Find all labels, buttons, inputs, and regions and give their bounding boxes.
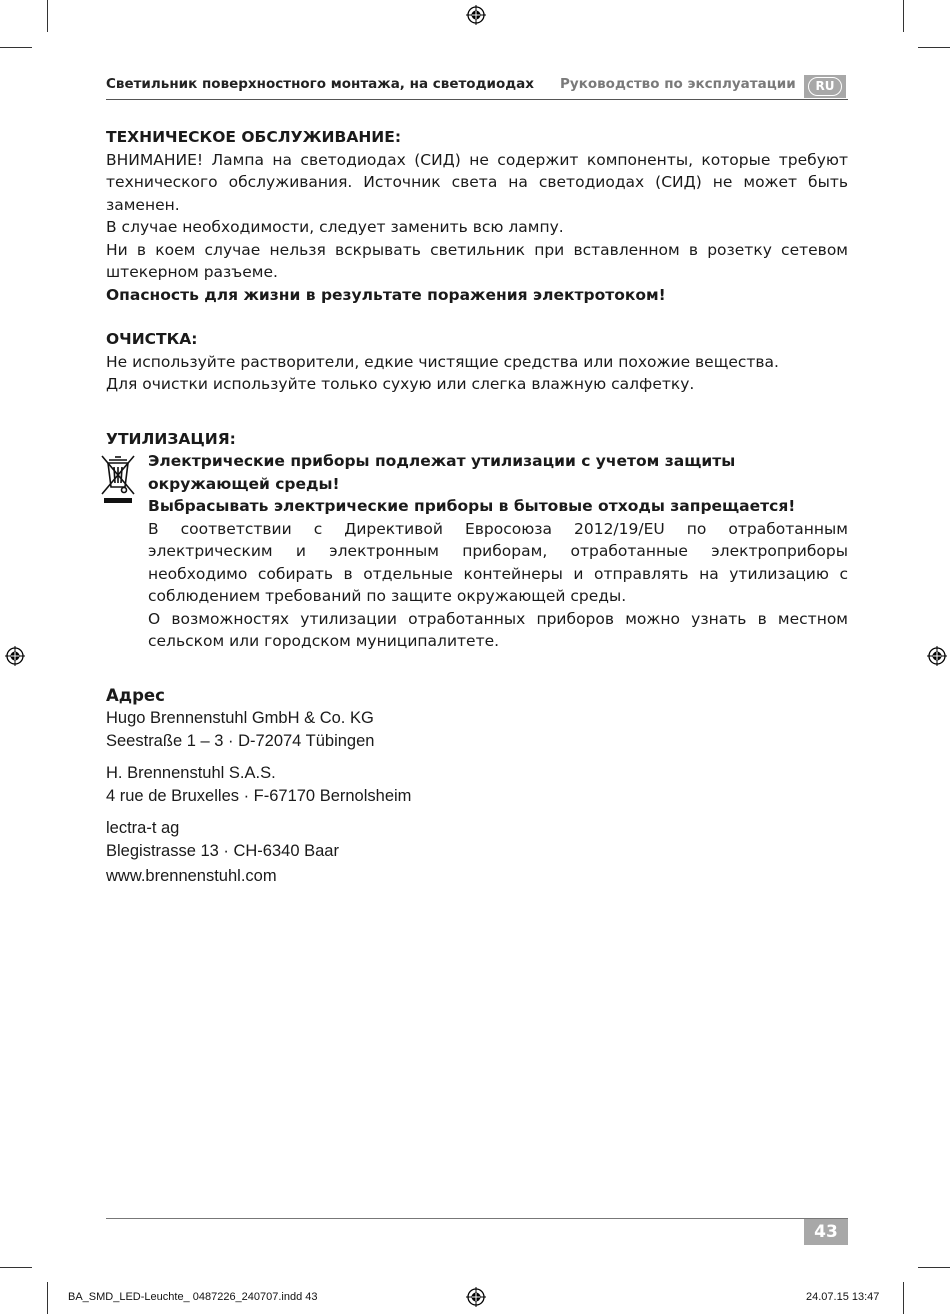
address-line: Blegistrasse 13 · CH-6340 Baar xyxy=(106,841,339,860)
disposal-paragraph: В соответствии с Директивой Евросоюза 2012/19/EU по отработанным электрическим и электронным приборам, отработанные электроприборы необходимо собирать в отдельные контейнеры и отправлять на утилизацию с соблюдением требований по защите окружающей среды. xyxy=(148,519,848,605)
address-line: H. Brennenstuhl S.A.S. xyxy=(106,764,276,782)
address-block xyxy=(106,762,848,807)
disposal-paragraph: О возможностях утилизации отработанных приборов можно узнать в местном сельском или городском муниципалитете. xyxy=(148,609,848,650)
crop-mark xyxy=(903,0,904,32)
address-line: Hugo Brennenstuhl GmbH & Co. KG xyxy=(106,709,374,727)
header-manual-label: Руководство по эксплуатации xyxy=(560,76,796,92)
disposal-bold-notice: Электрические приборы подлежат утилизации с учетом защиты окружающей среды! xyxy=(148,452,736,493)
disposal-bold-notice: Выбрасывать электрические приборы в бытовые отходы запрещается! xyxy=(148,497,796,515)
page-content xyxy=(106,126,848,888)
address-heading: Адрес xyxy=(106,685,165,705)
website-link[interactable]: www.brennenstuhl.com xyxy=(106,867,277,885)
print-slug-date: 24.07.15 13:47 xyxy=(806,1291,880,1303)
page-number: 43 xyxy=(804,1219,848,1245)
cleaning-paragraph: Для очистки используйте только сухую или слегка влажную салфетку. xyxy=(106,375,695,393)
print-slug-filename: BA_SMD_LED-Leuchte_ 0487226_240707.indd 43 xyxy=(68,1291,318,1303)
address-block xyxy=(106,865,848,888)
footer-divider xyxy=(106,1218,848,1219)
registration-mark-icon xyxy=(466,1287,486,1307)
address-section xyxy=(106,685,848,888)
disposal-section xyxy=(106,428,848,653)
maintenance-paragraph: Ни в коем случае нельзя вскрывать светильник при вставленном в розетку сетевом штекерном разъеме. xyxy=(106,240,848,281)
maintenance-paragraph: ВНИМАНИЕ! Лампа на светодиодах (СИД) не содержит компоненты, которые требуют технического обслуживания. Источник света на светодиодах (СИД) не может быть заменен. xyxy=(106,150,848,214)
maintenance-heading: ТЕХНИЧЕСКОЕ ОБСЛУЖИВАНИЕ: xyxy=(106,128,402,146)
address-line: Seestraße 1 – 3 · D-72074 Tübingen xyxy=(106,731,375,750)
crop-mark xyxy=(903,1282,904,1314)
crop-mark xyxy=(918,1267,950,1268)
maintenance-warning: Опасность для жизни в результате поражения электротоком! xyxy=(106,285,666,304)
language-badge xyxy=(804,75,846,98)
disposal-body xyxy=(106,450,848,653)
language-code: RU xyxy=(808,77,842,96)
address-line: lectra-t ag xyxy=(106,819,180,837)
registration-mark-icon xyxy=(927,646,947,666)
registration-mark-icon xyxy=(5,646,25,666)
crop-mark xyxy=(0,47,32,48)
cleaning-paragraph: Не используйте растворители, едкие чистящие средства или похожие вещества. xyxy=(106,352,779,371)
cleaning-heading: ОЧИСТКА: xyxy=(106,330,198,348)
address-line: 4 rue de Bruxelles · F-67170 Bernolsheim xyxy=(106,786,412,805)
crop-mark xyxy=(918,47,950,48)
header-product-title: Светильник поверхностного монтажа, на светодиодах xyxy=(106,76,534,92)
crop-mark xyxy=(47,0,48,32)
registration-mark-icon xyxy=(466,5,486,25)
maintenance-section xyxy=(106,126,848,306)
disposal-heading: УТИЛИЗАЦИЯ: xyxy=(106,429,236,448)
maintenance-paragraph: В случае необходимости, следует заменить всю лампу. xyxy=(106,218,564,236)
cleaning-section xyxy=(106,328,848,396)
address-block xyxy=(106,707,848,752)
header-divider xyxy=(106,99,848,100)
crop-mark xyxy=(0,1267,32,1268)
address-block xyxy=(106,817,848,862)
crop-mark xyxy=(47,1282,48,1314)
crossed-out-wheelie-bin-icon xyxy=(100,454,136,506)
